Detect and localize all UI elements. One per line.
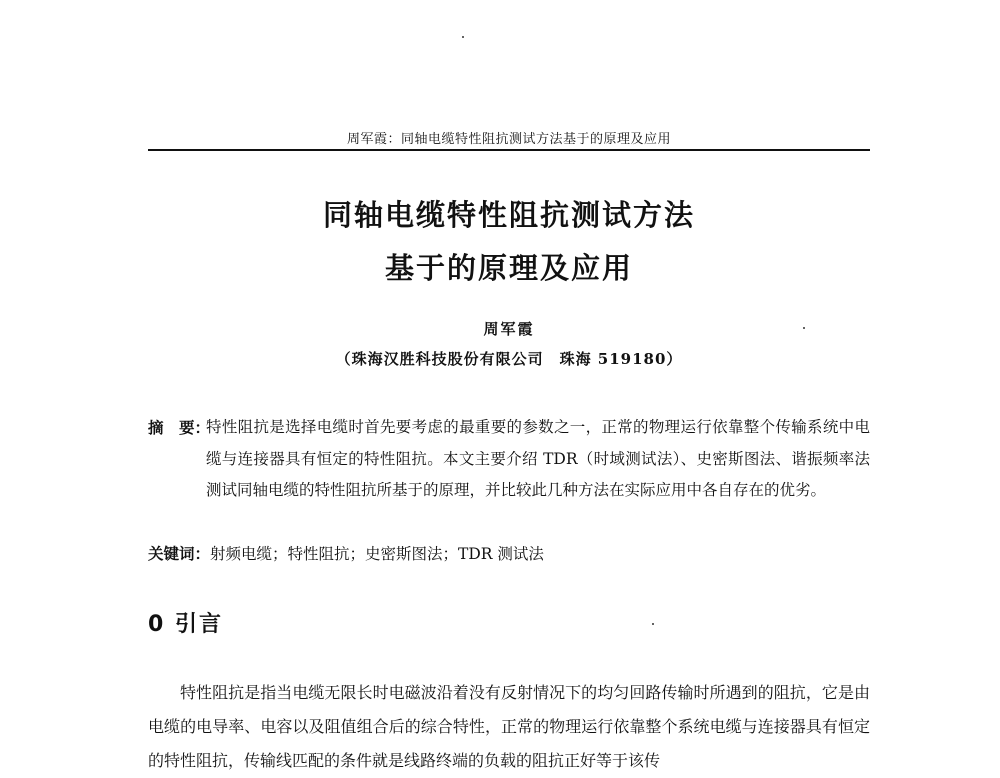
abstract-label: 摘 要： [148, 418, 211, 437]
scan-speck [652, 623, 654, 625]
body-paragraph: 特性阻抗是指当电缆无限长时电磁波沿着没有反射情况下的均匀回路传输时所遇到的阻抗，它是由电缆的电导率、电容以及阻值组合后的综合特性，正常的物理运行依靠整个系统电缆与连接器具有恒定的特性阻抗，传输线匹配的条件就是线路终端的负载的阻抗正好等于该传 [148, 683, 870, 770]
keywords [148, 540, 870, 568]
scan-speck [462, 36, 464, 38]
paper-title-line-2: 基于的原理及应用 [384, 251, 633, 285]
keywords-label: 关键词： [148, 544, 211, 563]
running-header: 周军霞：同轴电缆特性阻抗测试方法基于的原理及应用 [346, 132, 671, 147]
header-rule [148, 149, 870, 151]
keywords-text: 射频电缆；特性阻抗；史密斯图法；TDR 测试法 [210, 545, 544, 563]
section-heading: 0 引言 [148, 612, 223, 637]
paper-title-line-1: 同轴电缆特性阻抗测试方法 [322, 198, 695, 232]
abstract-text: 特性阻抗是选择电缆时首先要考虑的最重要的参数之一，正常的物理运行依靠整个传输系统中电缆与连接器具有恒定的特性阻抗。本文主要介绍 TDR（时域测试法）、史密斯图法、谐振频率法测试同轴电缆的特性阻抗所基于的原理，并比较此几种方法在实际应用中各自存在的优劣。 [206, 418, 870, 499]
author-name: 周军霞 [483, 320, 535, 338]
abstract [148, 412, 870, 507]
author-affiliation: （珠海汉胜科技股份有限公司 珠海 519180） [335, 350, 683, 368]
scan-speck [803, 327, 805, 329]
